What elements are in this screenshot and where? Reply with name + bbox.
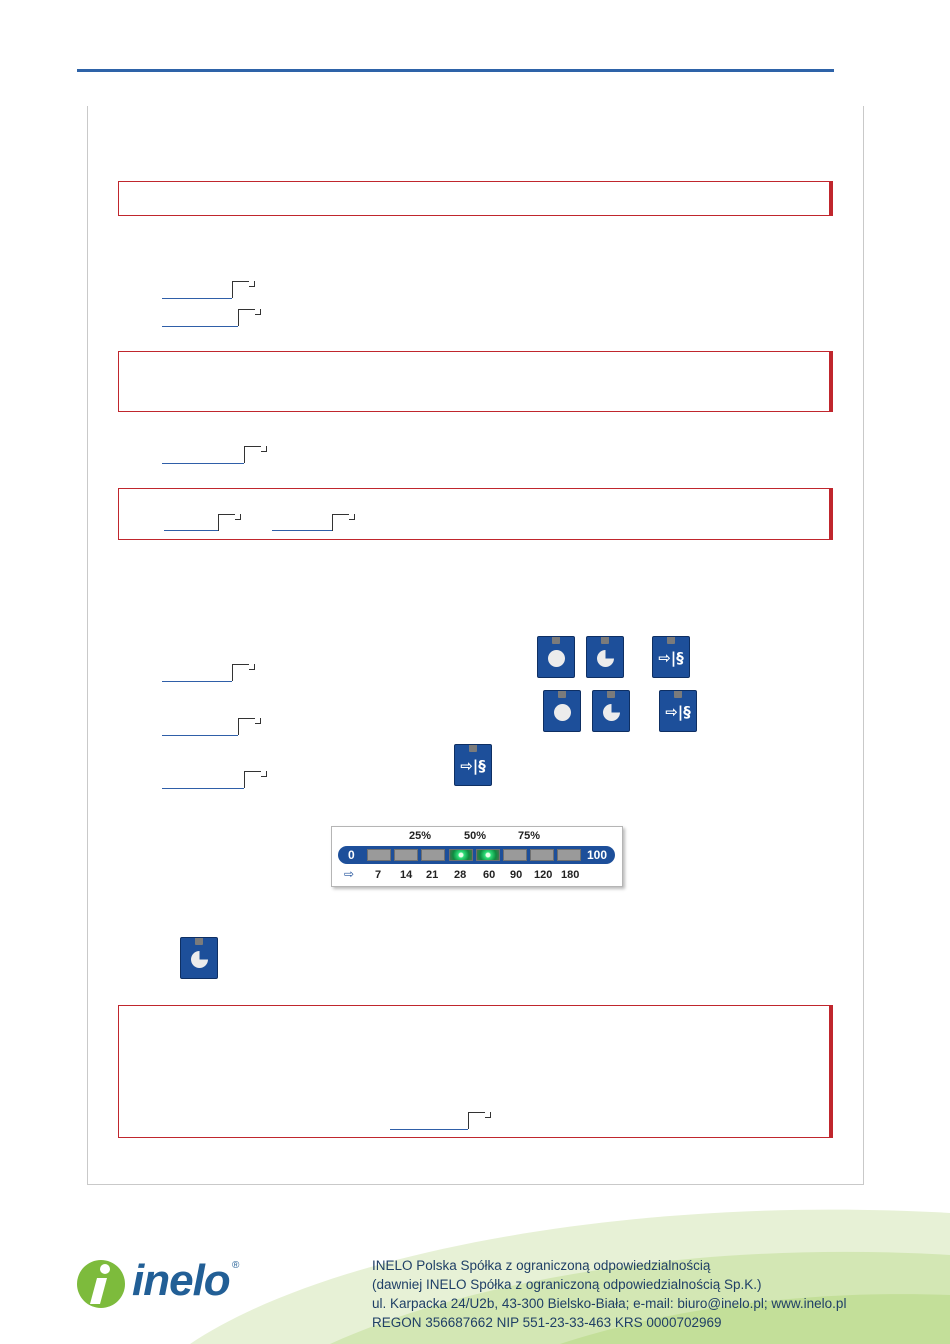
arrow-paragraph-card-icon: ⇨|§: [652, 636, 690, 678]
note-box-1: [118, 181, 833, 216]
gauge-day-label: 120: [534, 869, 553, 881]
company-details: [372, 1256, 846, 1332]
page-reference-icon: [238, 718, 260, 735]
gauge-segment: [503, 849, 527, 861]
gauge-percent-label: 75%: [518, 830, 541, 842]
partial-disc-card-icon: [180, 937, 218, 979]
page-reference-icon: [232, 281, 254, 298]
page-reference-icon: [468, 1112, 490, 1129]
gauge-bar: [338, 846, 615, 864]
cross-reference-link[interactable]: [390, 1127, 468, 1130]
gauge-segment: [557, 849, 581, 861]
company-line: INELO Polska Spółka z ograniczoną odpowiedzialnością: [372, 1258, 711, 1273]
gauge-day-label: 180: [561, 869, 580, 881]
card-download-gauge: [331, 826, 623, 887]
page-reference-icon: [244, 446, 266, 463]
partial-disc-card-icon: [586, 636, 624, 678]
gauge-segment: [530, 849, 554, 861]
inelo-logo-text: inelo: [132, 1256, 230, 1305]
cross-reference-link[interactable]: [162, 679, 232, 682]
arrow-paragraph-card-icon: ⇨|§: [454, 744, 492, 786]
gauge-day-label: 7: [375, 869, 382, 881]
cross-reference-link[interactable]: [272, 528, 332, 531]
company-line: REGON 356687662 NIP 551-23-33-463 KRS 0000702969: [372, 1315, 722, 1330]
gauge-day-label: 21: [426, 869, 439, 881]
gauge-day-label: 60: [483, 869, 496, 881]
cross-reference-link[interactable]: [162, 296, 232, 299]
cross-reference-link[interactable]: [162, 733, 238, 736]
gauge-segment-lit: [449, 849, 473, 861]
gauge-segment: [394, 849, 418, 861]
arrow-paragraph-card-icon: ⇨|§: [659, 690, 697, 732]
full-disc-card-icon: [537, 636, 575, 678]
cross-reference-link[interactable]: [162, 461, 244, 464]
cross-reference-link[interactable]: [162, 324, 238, 327]
gauge-percent-label: 25%: [409, 830, 432, 842]
gauge-segment: [367, 849, 391, 861]
page-reference-icon: [232, 664, 254, 681]
gauge-segment: [421, 849, 445, 861]
page-reference-icon: [218, 514, 240, 531]
company-line: (dawniej INELO Spółka z ograniczoną odpowiedzialnością Sp.K.): [372, 1277, 762, 1292]
gauge-end-label: 100: [587, 848, 608, 862]
page-reference-icon: [244, 771, 266, 788]
full-disc-card-icon: [543, 690, 581, 732]
page-reference-icon: [332, 514, 354, 531]
cross-reference-link[interactable]: [162, 786, 244, 789]
gauge-day-label: 90: [510, 869, 523, 881]
gauge-start-label: 0: [348, 848, 355, 862]
gauge-day-label: 28: [454, 869, 467, 881]
company-line: ul. Karpacka 24/U2b, 43-300 Bielsko-Biała; e-mail: biuro@inelo.pl; www.inelo.pl: [372, 1296, 847, 1311]
arrow-right-icon: ⇨: [344, 867, 355, 881]
note-box-2: [118, 351, 833, 412]
gauge-segment-lit: [476, 849, 500, 861]
partial-disc-card-icon: [592, 690, 630, 732]
gauge-percent-label: 50%: [464, 830, 487, 842]
page-reference-icon: [238, 309, 260, 326]
header-rule: [77, 69, 834, 72]
cross-reference-link[interactable]: [164, 528, 218, 531]
gauge-day-label: 14: [400, 869, 413, 881]
registered-mark: ®: [232, 1260, 240, 1271]
